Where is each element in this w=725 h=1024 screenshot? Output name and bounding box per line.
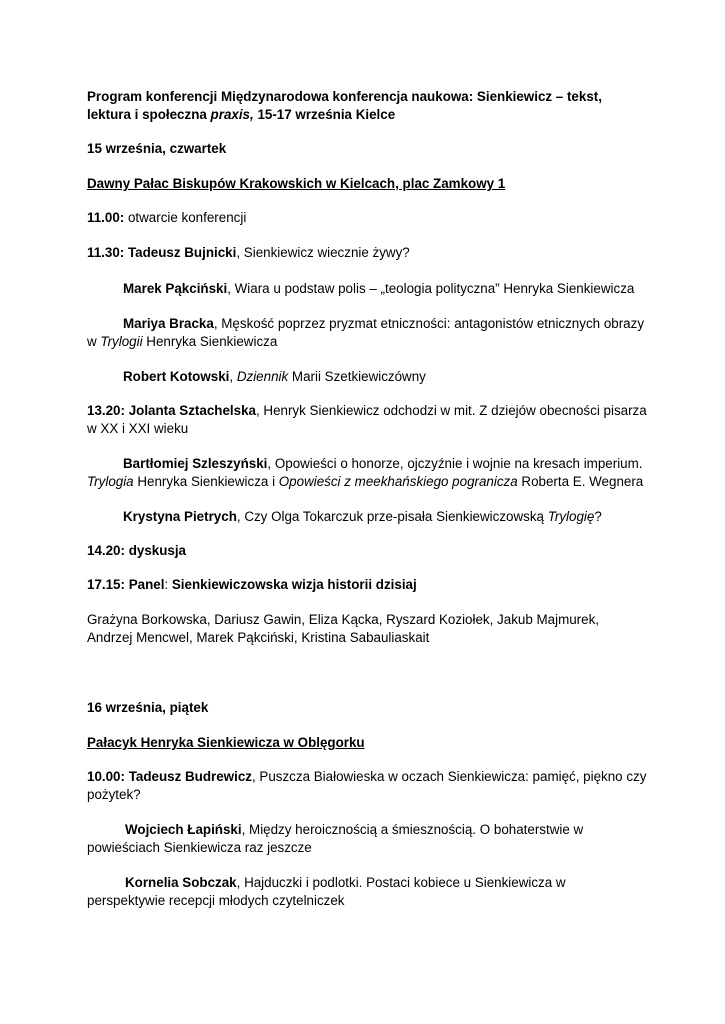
title-text: Program konferencji Międzynarodowa konferencja naukowa: Sienkiewicz – tekst, lektura i społeczna <box>87 89 602 122</box>
talk-sobczak: Kornelia Sobczak, Hajduczki i podlotki. Postaci kobiece u Sienkiewicza w perspektywie recepcji młodych czytelniczek <box>87 875 566 908</box>
day1-date: 15 września, czwartek <box>87 141 227 156</box>
day1-session1: 11.30: Tadeusz Bujnicki, Sienkiewicz wiecznie żywy? <box>87 245 410 260</box>
day2-venue: Pałacyk Henryka Sienkiewicza w Oblęgorku <box>87 735 365 750</box>
talk-pietrych: Krystyna Pietrych, Czy Olga Tokarczuk prze-pisała Sienkiewiczowską Trylogię? <box>123 509 602 524</box>
day2-session1: 10.00: Tadeusz Budrewicz, Puszcza Białowieska w oczach Sienkiewicza: pamięć, piękno czy pożytek? <box>87 769 647 802</box>
talk-pakcinski: Marek Pąkciński, Wiara u podstaw polis – „teologia polityczna” Henryka Sienkiewicza <box>123 281 635 296</box>
panelists-list: Grażyna Borkowska, Dariusz Gawin, Eliza Kącka, Ryszard Koziołek, Jakub Majmurek, Andrzej Mencwel, Marek Pąkciński, Kristina Sabauliaskait <box>87 612 600 645</box>
talk-szleszynski: Bartłomiej Szleszyński, Opowieści o honorze, ojczyźnie i wojnie na kresach imperium. Trylogia Henryka Sienkiewicza i Opowieści z meekhańskiego pogranicza Roberta E. Wegnera <box>87 456 644 489</box>
document-title <box>87 88 647 123</box>
talk-bracka: Mariya Bracka, Męskość poprzez pryzmat etniczności: antagonistów etnicznych obrazy w Trylogii Henryka Sienkiewicza <box>87 316 645 349</box>
day2-date: 16 września, piątek <box>87 700 209 715</box>
day1-venue: Dawny Pałac Biskupów Krakowskich w Kielcach, plac Zamkowy 1 <box>87 176 506 191</box>
title-dates: 15-17 września Kielce <box>253 106 396 122</box>
title-italic: praxis, <box>210 106 254 122</box>
talk-lapinski: Wojciech Łapiński, Między heroicznością a śmiesznością. O bohaterstwie w powieściach Sienkiewicza raz jeszcze <box>87 822 584 855</box>
day1-discussion: 14.20: dyskusja <box>87 543 187 558</box>
day1-panel: 17.15: Panel: Sienkiewiczowska wizja historii dzisiaj <box>87 577 417 592</box>
day1-opening: 11.00: otwarcie konferencji <box>87 210 247 225</box>
talk-kotowski: Robert Kotowski, Dziennik Marii Szetkiewiczówny <box>123 369 426 384</box>
day1-session2: 13.20: Jolanta Sztachelska, Henryk Sienkiewicz odchodzi w mit. Z dziejów obecności pisarza w XX i XXI wieku <box>87 403 647 436</box>
